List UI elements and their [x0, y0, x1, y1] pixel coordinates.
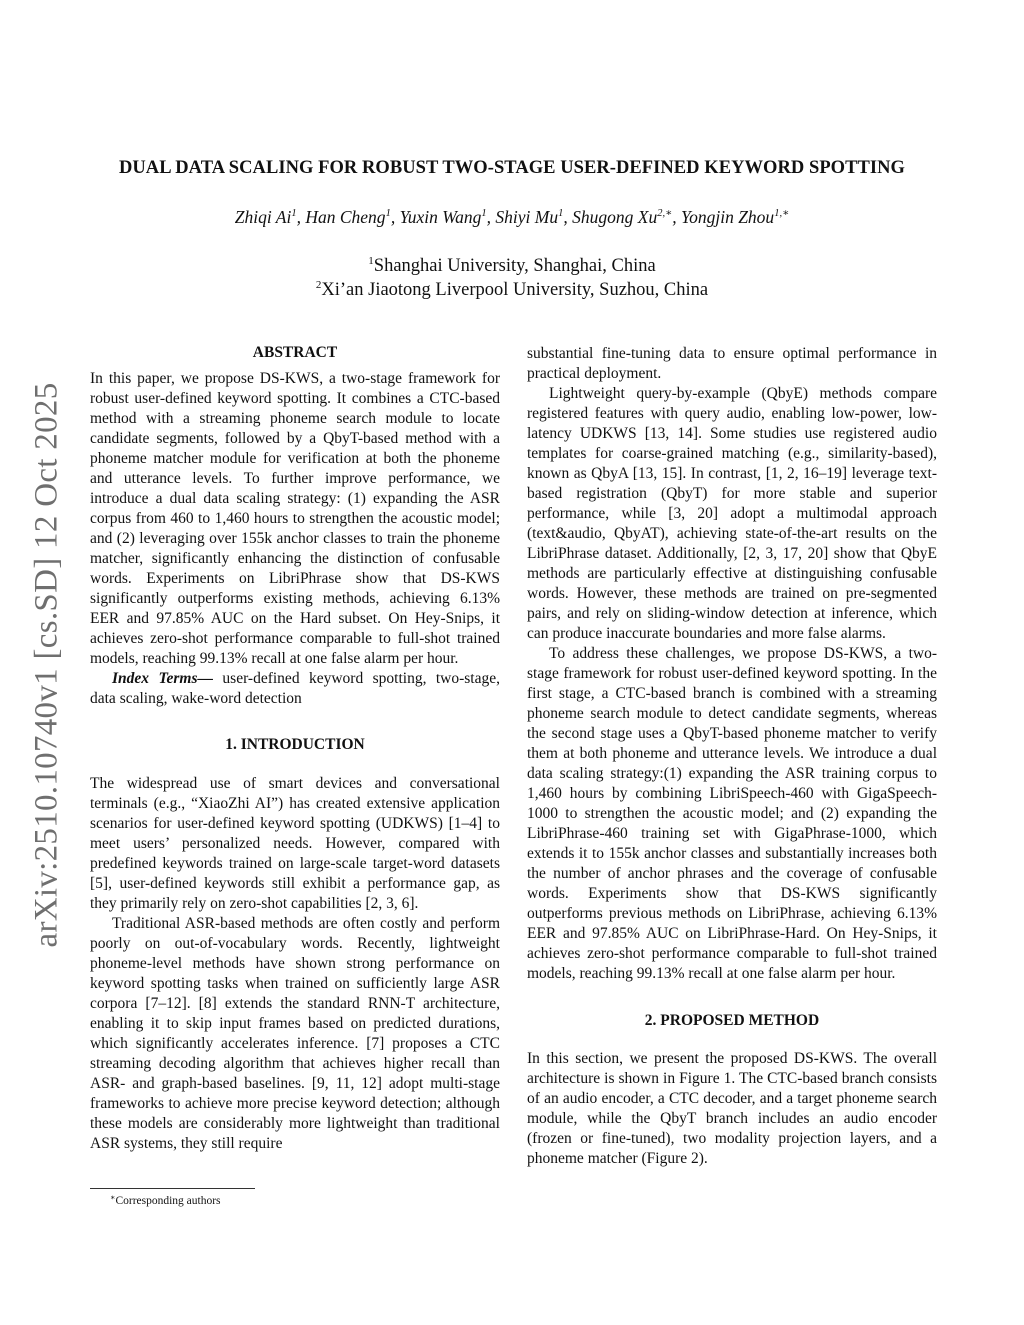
index-terms: [90, 669, 500, 709]
abstract-heading: ABSTRACT: [252, 344, 338, 361]
author-name: Zhiqi Ai: [234, 207, 292, 227]
author-name: Shiyi Mu: [495, 207, 559, 227]
affiliation-text: Xi’an Jiaotong Liverpool University, Suzhou, China: [321, 280, 709, 300]
abstract-text: In this paper, we propose DS-KWS, a two-stage framework for robust user-defined keyword spotting. It combines a CTC-based method with a streaming phoneme search module to locate candidate segments, followed by a QbyT-based method with a phoneme matcher module for verification at both the phoneme and utterance levels. To further improve performance, we introduce a dual data scaling strategy: (1) expanding the ASR corpus from 460 to 1,460 hours to strengthen the acoustic model; and (2) leveraging over 155k anchor classes to train the phoneme matcher, significantly enhancing the distinction of confusable words. Experiments on LibriPhrase show that DS-KWS significantly outperforms existing methods, achieving 6.13% EER and 97.85% AUC on the Hard subset. On Hey-Snips, it achieves zero-shot performance comparable to full-shot trained models, reaching 99.13% recall at one false alarm per hour.: [90, 370, 500, 667]
introduction-heading: 1. INTRODUCTION: [225, 736, 365, 753]
right-column: [527, 344, 937, 1169]
author-affiliation-mark: 1,∗: [774, 208, 790, 219]
author-affiliation-mark: 1: [558, 208, 564, 219]
affiliation-mark: 2: [315, 279, 322, 291]
index-terms-text: user-defined keyword spotting, two-stage, data scaling, wake-word detection: [90, 670, 500, 707]
intro-paragraph-5: To address these challenges, we propose DS-KWS, a two-stage framework for robust user-defined keyword spotting. In the first stage, a CTC-based branch is combined with a streaming phoneme search module to detect candidate segments, whereas the second stage uses a QbyT-based phoneme matcher to verify them at both phoneme and utterance levels. We introduce a dual data scaling strategy:(1) expanding the ASR training corpus to 1,460 hours by combining LibriSpeech-460 with GigaSpeech-1000 to strengthen the acoustic model; and (2) expanding the LibriPhrase-460 training set with GigaPhrase-1000, which extends it to 155k anchor classes and substantially increases both the number of anchor phrases and the coverage of confusable words. Experiments show that DS-KWS significantly outperforms previous methods on LibriPhrase, achieving 6.13% EER and 97.85% AUC on LibriPhrase-Hard. On Hey-Snips, it achieves zero-shot performance comparable to full-shot trained models, reaching 99.13% recall at one false alarm per hour.: [527, 645, 937, 982]
author-affiliation-mark: 1: [291, 208, 297, 219]
author-affiliation-mark: 2,∗: [657, 208, 673, 219]
author-name: Yuxin Wang: [399, 207, 482, 227]
author-affiliation-mark: 1: [385, 208, 391, 219]
intro-paragraph-4: Lightweight query-by-example (QbyE) methods compare registered features with query audio, enabling low-power, low-latency UDKWS [13, 14]. Some studies use registered audio templates for coarse-grained matching (e.g., similarity-based), known as QbyA [13, 15]. In contrast, [1, 2, 16–19] leverage text-based registration (QbyT) for more stable and superior performance, while [3, 20] adopt a multimodal approach (text&audio, QbyAT), achieving state-of-the-art results on the LibriPhrase dataset. Additionally, [2, 3, 17, 20] show that QbyE methods are particularly effective at distinguishing confusable words. However, these methods are trained on pre-segmented pairs, and rely on sliding-window detection at inference, which can produce inaccurate boundaries and more false alarms.: [527, 385, 937, 642]
author-affiliation-mark: 1: [481, 208, 487, 219]
author-name: Yongjin Zhou: [680, 207, 775, 227]
author-name: Han Cheng: [305, 207, 386, 227]
footnote: [110, 1193, 221, 1207]
index-terms-label: Index Terms—: [112, 670, 213, 687]
footnote-rule: [90, 1188, 255, 1189]
author-list: Zhiqi Ai$^1$, Han Cheng$^1$, Yuxin Wang$^1$, Shiyi Mu$^1$, Shugong $Xu^{2,∗}$, Yongjin Zhou$^{1,∗}$: [234, 207, 790, 227]
affiliation-mark: 1: [368, 255, 374, 267]
footnote-mark: ∗: [110, 1193, 116, 1202]
left-column: [90, 343, 500, 1154]
arxiv-stamp: arXiv:2510.10740v1 [cs.SD] 12 Oct 2025: [28, 382, 65, 948]
affiliation-2: [60, 279, 964, 301]
method-paragraph-1: In this section, we present the proposed DS-KWS. The overall architecture is shown in Figure 1. The CTC-based branch consists of an audio encoder, a CTC decoder, and a target phoneme search module, while the QbyT branch includes an audio encoder (frozen or fine-tuned), two modality projection layers, and a phoneme matcher (Figure 2).: [527, 1050, 937, 1167]
affiliation-1: [60, 255, 964, 277]
method-heading: 2. PROPOSED METHOD: [644, 1012, 820, 1029]
intro-paragraph-3: substantial fine-tuning data to ensure optimal performance in practical deployment.: [527, 345, 937, 382]
affiliation-text: Shanghai University, Shanghai, China: [373, 256, 656, 276]
footnote-text: Corresponding authors: [115, 1195, 221, 1207]
intro-paragraph-2: Traditional ASR-based methods are often costly and perform poorly on out-of-vocabulary words. Recently, lightweight phoneme-level methods have shown strong performance on keyword spotting tasks when trained on sufficiently large ASR corpora [7–12]. [8] extends the standard RNN-T architecture, enabling it to skip input frames based on predicted durations, which significantly accelerates inference. [7] proposes a CTC streaming decoding algorithm that achieves higher recall than ASR- and graph-based baselines. [9, 11, 12] adopt multi-stage frameworks to achieve more precise keyword detection; although these models are considerably more lightweight than traditional ASR systems, they still require: [90, 915, 500, 1152]
author-name: Shugong Xu: [572, 207, 658, 227]
intro-paragraph-1: The widespread use of smart devices and conversational terminals (e.g., “XiaoZhi AI”) has created extensive application scenarios for user-defined keyword spotting (UDKWS) [1–4] to meet users’ personalized needs. However, compared with predefined keywords trained on large-scale target-word datasets [5], user-defined keywords still exhibit a performance gap, as they primarily rely on zero-shot capabilities [2, 3, 6].: [90, 775, 500, 912]
paper-title: DUAL DATA SCALING FOR ROBUST TWO-STAGE USER-DEFINED KEYWORD SPOTTING: [118, 158, 906, 178]
